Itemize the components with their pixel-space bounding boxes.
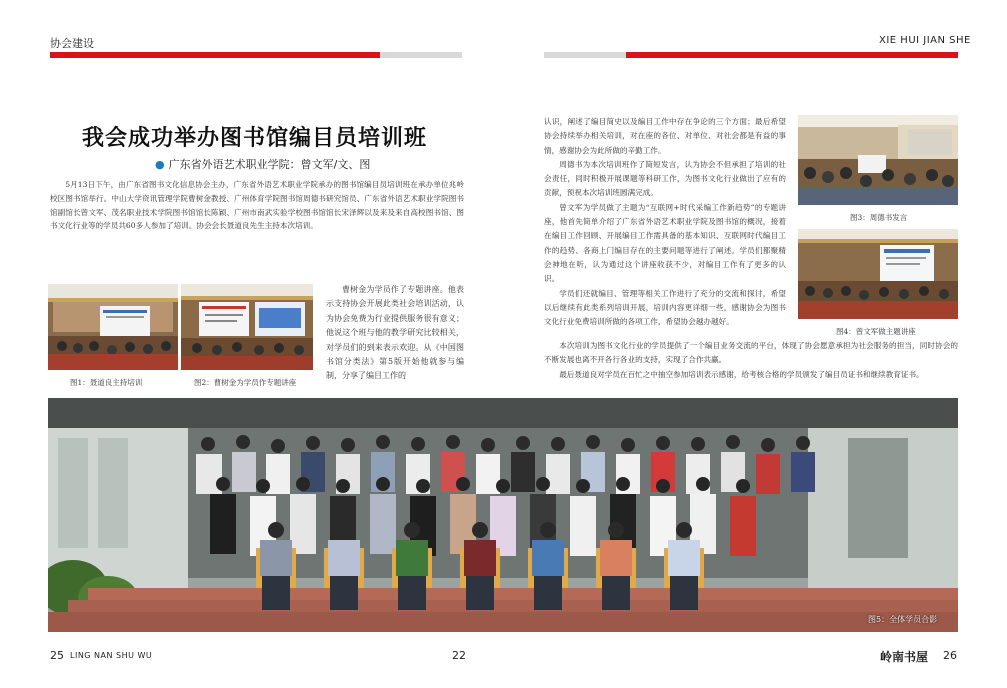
right-paragraph-4: 学员们还就编目、管理等相关工作进行了充分的交流和探讨，希望以后继续有此类系列培训开展，培训内容更详细一些，感谢协会为图书文化行业免费培训所做的各项工作，希望协会越办越好。 [544,288,786,327]
bullet-icon: ● [155,158,165,171]
article-closing [544,339,958,382]
article-column-mid [326,283,464,384]
header-bar-right-red [626,52,958,58]
right-paragraph-2: 周德书为本次培训班作了简短发言，认为协会不但承担了培训的社会责任，同时积极开展课题等科研工作，为图书文化行业做出了应有的贡献，预祝本次培训班圆满完成。 [544,159,786,198]
article-column-right [544,115,786,329]
figure-1-caption: 图1：聂道良主持培训 [70,378,143,387]
article-byline [155,156,370,172]
figure-3-photo [798,115,958,205]
page-number-center: 22 [452,649,466,662]
right-paragraph-1: 认识，阐述了编目简史以及编目工作中存在争论的三个方面；最后希望协会持续举办相关培训，对在座的各位、对单位、对社会都是有益的事情，感谢协会为此所做的辛勤工作。 [544,117,786,155]
magazine-name-left: LING NAN SHU WU [70,651,153,660]
section-label-right: XIE HUI JIAN SHE [879,35,971,46]
figure-3-caption: 图3：周德书发言 [850,213,908,222]
figure-2-photo [181,284,313,370]
right-paragraph-6: 最后聂道良对学员在百忙之中抽空参加培训表示感谢，给考核合格的学员颁发了编目员证书和继续教育证书。 [559,369,924,379]
figure-5-caption: 图5：全体学员合影 [868,615,938,624]
header-bar-left-red [50,52,380,58]
intro-paragraph: 5月13日下午，由广东省图书文化信息协会主办，广东省外语艺术职业学院承办的图书馆编目员培训班在承办单位兆岭校区图书馆举行。中山大学资讯管理学院曹树金教授、广州体育学院图书馆周德书研究馆员、广东省外语艺术职业学院图书馆副馆长曾文军、茂名职业技术学院图书馆馆长陈颖、广州市南武实验学校图书馆馆长宋泽辉以及来及来自高校图书馆、图书文化行业等的学员共60多人参加了培训。协会会长聂道良先生主持本次培训。 [50,180,464,231]
magazine-name-right: 岭南书屋 [880,650,929,664]
right-paragraph-5: 本次培训为图书文化行业的学员提供了一个编目业务交流的平台，体现了协会愿意承担为社会服务的担当，同时协会的不断发展也离不开各行各业的支持，实现了合作共赢。 [544,341,958,365]
header-bar-right-gray [544,52,626,58]
page-number-left: 25 [50,649,64,662]
section-label-left: 协会建设 [50,37,94,50]
figure-5-group-photo [48,398,958,632]
article-intro [50,178,464,233]
figure-2-caption: 图2：曹树金为学员作专题讲座 [194,378,297,387]
figure-4-caption: 图4：曾文军做主题讲座 [836,327,916,336]
right-paragraph-3: 曾文军为学员做了主题为“互联网+时代采编工作新趋势”的专题讲座，他首先简单介绍了广东省外语艺术职业学院及图书馆的概况，接着在编目工作回顾、开展编目工作需具备的基本知识、互联网时代编目工作的趋势、各商上门编目存在的主要问题等进行了阐述。学员们都聚精会神地在听，认为通过这个讲座收获不少，对编目工作有了更多的认识。 [544,202,786,284]
page-number-right: 26 [943,649,957,662]
mid-paragraph: 曹树金为学员作了专题讲座。他表示支持协会开展此类社会培训活动，认为协会免费为行业提供服务很有意义；他说这个班与他的教学研究比较相关，对学员们的到来表示欢迎。从《中国图书馆分类法》第5版开始他就参与编制，分享了编目工作的 [326,285,464,381]
article-title: 我会成功举办图书馆编目员培训班 [82,126,428,151]
figure-4-photo [798,229,958,319]
byline-text: 广东省外语艺术职业学院：曾文军/文、图 [168,158,371,171]
figure-1-photo [48,284,178,370]
header-bar-left-gray [380,52,462,58]
